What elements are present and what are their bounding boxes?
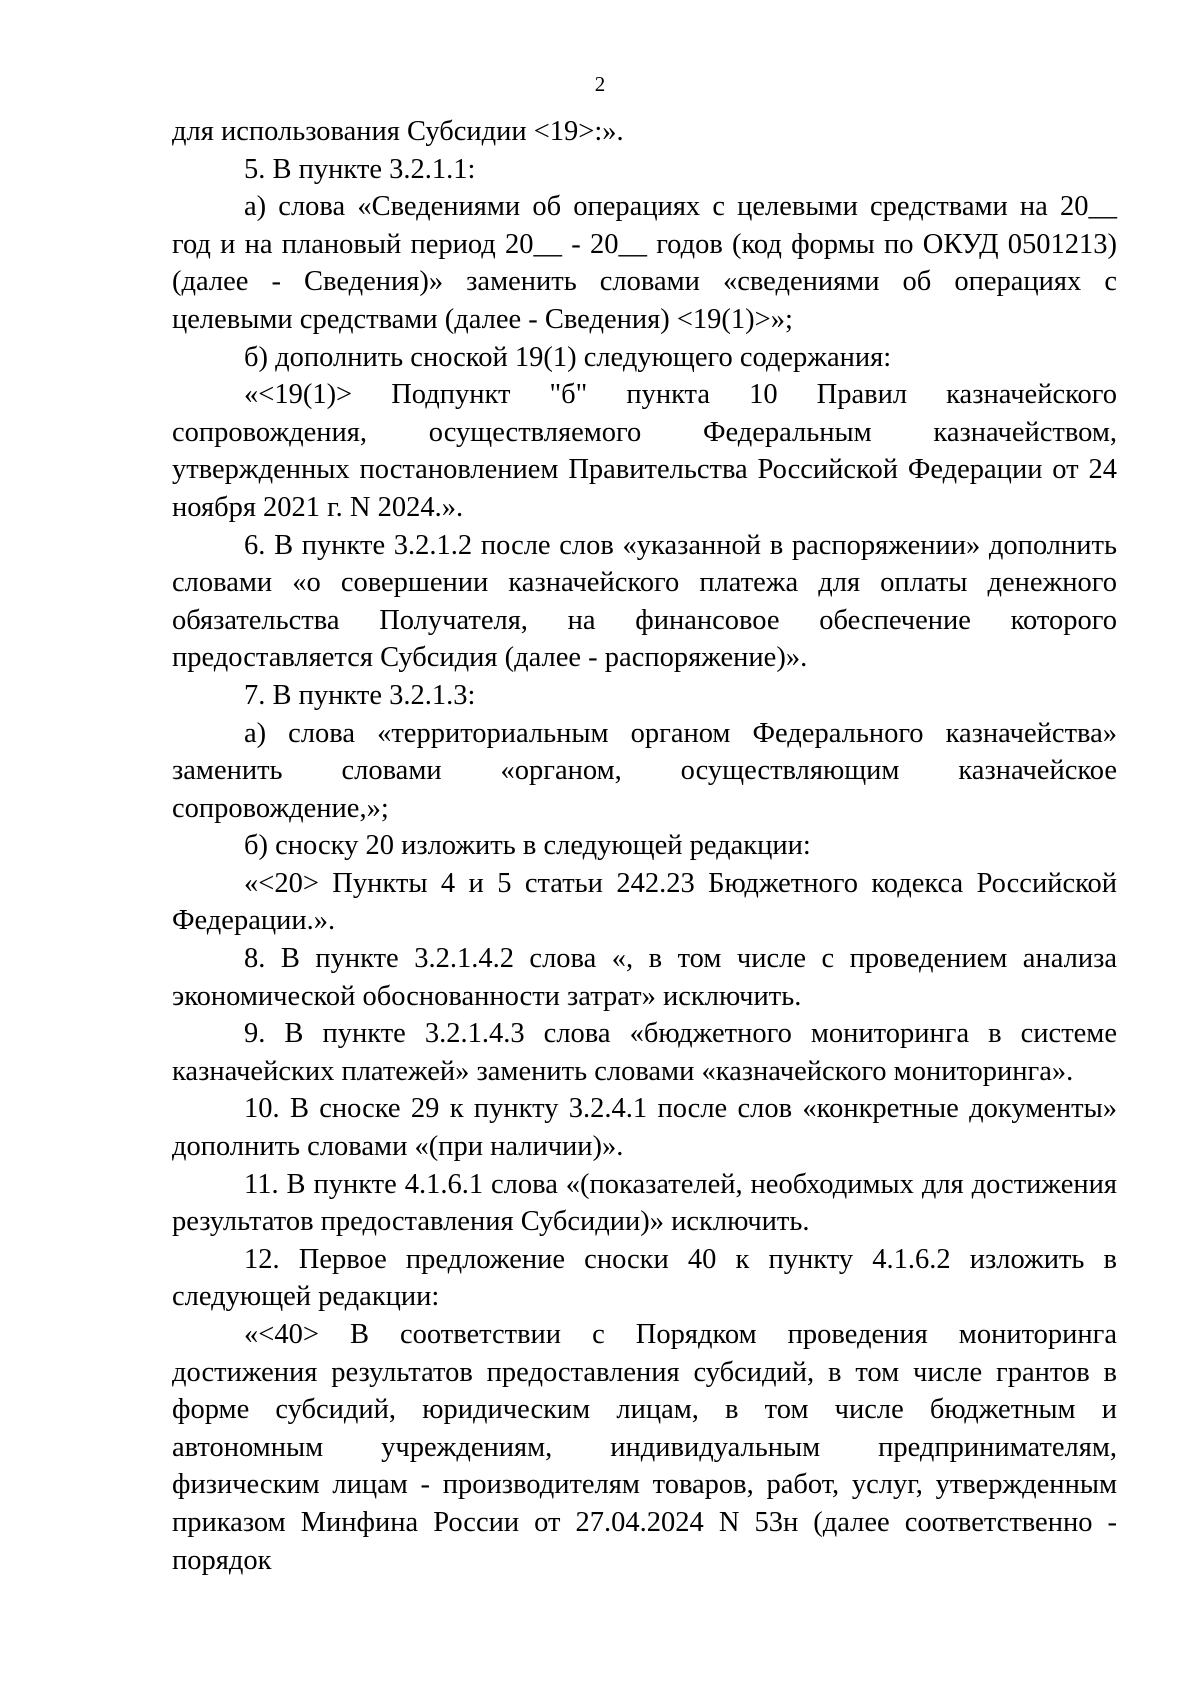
paragraph: 8. В пункте 3.2.1.4.2 слова «, в том числе с проведением анализа экономической обоснованности затрат» исключить. [172,943,1117,1012]
paragraph: для использования Субсидии <19>:». [172,116,624,147]
paragraph: 11. В пункте 4.1.6.1 слова «(показателей, необходимых для достижения результатов предоставления Субсидии)» исключить. [172,1168,1117,1238]
paragraph: а) слова «Сведениями об операциях с целевыми средствами на 20__ год и на плановый период 20__ - 20__ годов (код формы по ОКУД 0501213) (далее - Сведения)» заменить словами «сведениями об операциях с целевыми средствами (далее - Сведения) <19(1)>»; [172,191,1117,335]
paragraph: «<19(1)> Подпункт "б" пункта 10 Правил казначейского сопровождения, осуществляемого Федеральным казначейством, утвержденных постановлением Правительства Российской Федерации от 24 ноября 2021 г. N 2024.». [172,379,1117,523]
page-number: 2 [594,72,606,96]
paragraph: б) дополнить сноской 19(1) следующего содержания: [244,341,892,373]
paragraph: 7. В пункте 3.2.1.3: [244,679,476,711]
paragraph: б) сноску 20 изложить в следующей редакции: [244,830,811,862]
paragraph: 10. В сноске 29 к пункту 3.2.4.1 после слов «конкретные документы» дополнить словами «(при наличии)». [172,1093,1117,1163]
paragraph: 9. В пункте 3.2.1.4.3 слова «бюджетного мониторинга в системе казначейских платежей» заменить словами «казначейского мониторинга». [172,1018,1117,1087]
paragraph: «<40> В соответствии с Порядком проведения мониторинга достижения результатов предоставления субсидий, в том числе грантов в форме субсидий, юридическим лицам, в том числе бюджетным и автономным учреждениям, индивидуальным предпринимателям, физическим лицам - производителям товаров, работ, услуг, утвержденным приказом Минфина России от 27.04.2024 N 53н (далее соответственно - порядок [172,1319,1117,1576]
paragraph: 6. В пункте 3.2.1.2 после слов «указанной в распоряжении» дополнить словами «о совершении казначейского платежа для оплаты денежного обязательства Получателя, на финансовое обеспечение которого предоставляется Субсидия (далее - распоряжение)». [172,529,1117,674]
document-body [172,113,1117,1579]
paragraph: 5. В пункте 3.2.1.1: [244,153,476,185]
paragraph: «<20> Пункты 4 и 5 статьи 242.23 Бюджетного кодекса Российской Федерации.». [172,867,1117,937]
paragraph: 12. Первое предложение сноски 40 к пункту 4.1.6.2 изложить в следующей редакции: [172,1243,1117,1313]
paragraph: а) слова «территориальным органом Федерального казначейства» заменить словами «органом, осуществляющим казначейское сопровождение,»; [172,717,1117,824]
